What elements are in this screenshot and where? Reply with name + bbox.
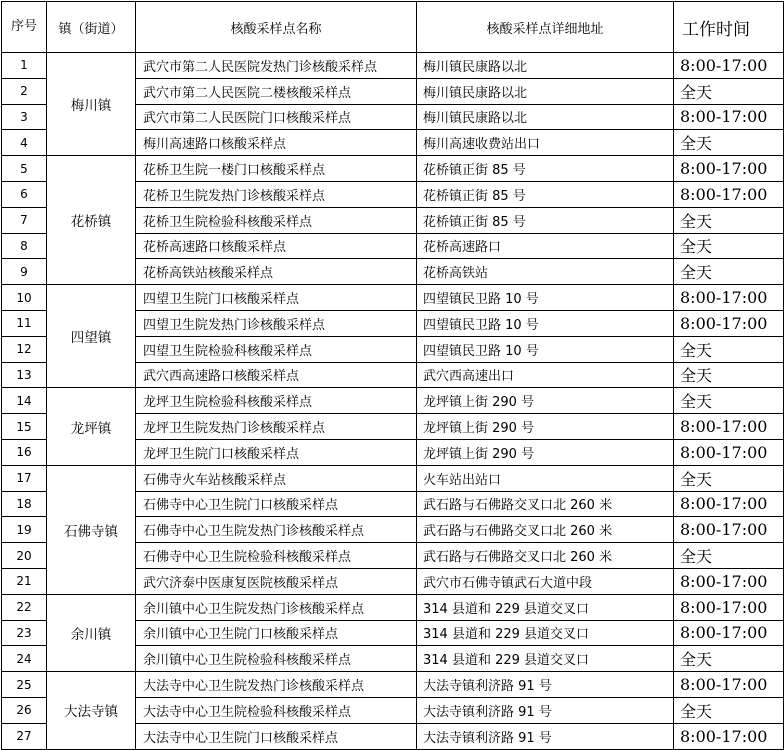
work-time: 全天 xyxy=(674,646,784,672)
site-address: 梅川高速收费站出口 xyxy=(417,130,674,156)
table-body xyxy=(2,53,784,750)
site-name: 石佛寺中心卫生院门口核酸采样点 xyxy=(136,491,417,517)
site-address: 花桥高速路口 xyxy=(417,233,674,259)
site-address: 梅川镇民康路以北 xyxy=(417,104,674,130)
row-seq: 23 xyxy=(2,620,47,646)
site-name: 余川镇中心卫生院门口核酸采样点 xyxy=(136,620,417,646)
site-name: 大法寺中心卫生院检验科核酸采样点 xyxy=(136,697,417,723)
town-cell: 石佛寺镇 xyxy=(47,465,136,594)
work-time: 8:00-17:00 xyxy=(674,414,784,440)
site-address: 大法寺镇利济路 91 号 xyxy=(417,697,674,723)
row-seq: 3 xyxy=(2,104,47,130)
site-address: 火车站出站口 xyxy=(417,465,674,491)
header-row xyxy=(2,2,784,53)
work-time: 8:00-17:00 xyxy=(674,620,784,646)
work-time: 8:00-17:00 xyxy=(674,568,784,594)
site-name: 花桥卫生院发热门诊核酸采样点 xyxy=(136,181,417,207)
table-row xyxy=(2,285,784,311)
site-address: 武石路与石佛路交叉口北 260 米 xyxy=(417,543,674,569)
site-name: 大法寺中心卫生院发热门诊核酸采样点 xyxy=(136,672,417,698)
row-seq: 8 xyxy=(2,233,47,259)
row-seq: 24 xyxy=(2,646,47,672)
work-time: 8:00-17:00 xyxy=(674,594,784,620)
site-name: 四望卫生院门口核酸采样点 xyxy=(136,285,417,311)
site-address: 花桥镇正街 85 号 xyxy=(417,207,674,233)
site-name: 武穴济泰中医康复医院核酸采样点 xyxy=(136,568,417,594)
site-address: 武穴市石佛寺镇武石大道中段 xyxy=(417,568,674,594)
table-row xyxy=(2,156,784,182)
row-seq: 26 xyxy=(2,697,47,723)
site-address: 梅川镇民康路以北 xyxy=(417,53,674,79)
site-address: 四望镇民卫路 10 号 xyxy=(417,285,674,311)
work-time: 全天 xyxy=(674,259,784,285)
work-time: 全天 xyxy=(674,465,784,491)
site-name: 大法寺中心卫生院门口核酸采样点 xyxy=(136,723,417,749)
town-cell: 龙坪镇 xyxy=(47,388,136,465)
site-address: 四望镇民卫路 10 号 xyxy=(417,310,674,336)
row-seq: 5 xyxy=(2,156,47,182)
table-row xyxy=(2,672,784,698)
row-seq: 7 xyxy=(2,207,47,233)
table-row xyxy=(2,53,784,79)
row-seq: 11 xyxy=(2,310,47,336)
row-seq: 22 xyxy=(2,594,47,620)
site-address: 314 县道和 229 县道交叉口 xyxy=(417,620,674,646)
work-time: 8:00-17:00 xyxy=(674,672,784,698)
town-cell: 花桥镇 xyxy=(47,156,136,285)
site-name: 四望卫生院发热门诊核酸采样点 xyxy=(136,310,417,336)
work-time: 全天 xyxy=(674,207,784,233)
header-seq: 序号 xyxy=(2,2,47,53)
table-row xyxy=(2,465,784,491)
site-name: 花桥卫生院检验科核酸采样点 xyxy=(136,207,417,233)
work-time: 全天 xyxy=(674,388,784,414)
table-row xyxy=(2,594,784,620)
work-time: 8:00-17:00 xyxy=(674,285,784,311)
site-address: 花桥镇正街 85 号 xyxy=(417,156,674,182)
site-address: 武石路与石佛路交叉口北 260 米 xyxy=(417,491,674,517)
site-name: 武穴市第二人民医院发热门诊核酸采样点 xyxy=(136,53,417,79)
site-address: 武穴西高速出口 xyxy=(417,362,674,388)
row-seq: 21 xyxy=(2,568,47,594)
site-name: 梅川高速路口核酸采样点 xyxy=(136,130,417,156)
work-time: 8:00-17:00 xyxy=(674,439,784,465)
site-name: 花桥卫生院一楼门口核酸采样点 xyxy=(136,156,417,182)
site-address: 四望镇民卫路 10 号 xyxy=(417,336,674,362)
work-time: 全天 xyxy=(674,543,784,569)
row-seq: 15 xyxy=(2,414,47,440)
row-seq: 14 xyxy=(2,388,47,414)
work-time: 全天 xyxy=(674,336,784,362)
row-seq: 2 xyxy=(2,78,47,104)
row-seq: 19 xyxy=(2,517,47,543)
row-seq: 6 xyxy=(2,181,47,207)
town-cell: 余川镇 xyxy=(47,594,136,671)
site-address: 武石路与石佛路交叉口北 260 米 xyxy=(417,517,674,543)
site-name: 石佛寺中心卫生院发热门诊核酸采样点 xyxy=(136,517,417,543)
header-address: 核酸采样点详细地址 xyxy=(417,2,674,53)
header-name: 核酸采样点名称 xyxy=(136,2,417,53)
work-time: 全天 xyxy=(674,78,784,104)
header-time: 工作时间 xyxy=(674,2,784,53)
site-name: 花桥高速路口核酸采样点 xyxy=(136,233,417,259)
site-address: 大法寺镇利济路 91 号 xyxy=(417,723,674,749)
row-seq: 16 xyxy=(2,439,47,465)
header-town: 镇（街道） xyxy=(47,2,136,53)
town-cell: 大法寺镇 xyxy=(47,672,136,749)
table-row xyxy=(2,388,784,414)
site-address: 龙坪镇上街 290 号 xyxy=(417,439,674,465)
site-name: 石佛寺火车站核酸采样点 xyxy=(136,465,417,491)
row-seq: 20 xyxy=(2,543,47,569)
site-address: 花桥高铁站 xyxy=(417,259,674,285)
work-time: 全天 xyxy=(674,130,784,156)
site-name: 余川镇中心卫生院发热门诊核酸采样点 xyxy=(136,594,417,620)
row-seq: 13 xyxy=(2,362,47,388)
site-name: 龙坪卫生院门口核酸采样点 xyxy=(136,439,417,465)
row-seq: 4 xyxy=(2,130,47,156)
site-name: 石佛寺中心卫生院检验科核酸采样点 xyxy=(136,543,417,569)
row-seq: 10 xyxy=(2,285,47,311)
row-seq: 9 xyxy=(2,259,47,285)
work-time: 8:00-17:00 xyxy=(674,156,784,182)
work-time: 8:00-17:00 xyxy=(674,181,784,207)
row-seq: 27 xyxy=(2,723,47,749)
site-address: 大法寺镇利济路 91 号 xyxy=(417,672,674,698)
site-name: 余川镇中心卫生院检验科核酸采样点 xyxy=(136,646,417,672)
town-cell: 梅川镇 xyxy=(47,53,136,156)
site-address: 314 县道和 229 县道交叉口 xyxy=(417,646,674,672)
row-seq: 1 xyxy=(2,53,47,79)
town-cell: 四望镇 xyxy=(47,285,136,388)
site-name: 龙坪卫生院检验科核酸采样点 xyxy=(136,388,417,414)
row-seq: 12 xyxy=(2,336,47,362)
work-time: 8:00-17:00 xyxy=(674,310,784,336)
site-address: 龙坪镇上街 290 号 xyxy=(417,414,674,440)
site-address: 花桥镇正街 85 号 xyxy=(417,181,674,207)
row-seq: 25 xyxy=(2,672,47,698)
site-name: 武穴西高速路口核酸采样点 xyxy=(136,362,417,388)
work-time: 8:00-17:00 xyxy=(674,491,784,517)
row-seq: 18 xyxy=(2,491,47,517)
work-time: 全天 xyxy=(674,233,784,259)
site-name: 花桥高铁站核酸采样点 xyxy=(136,259,417,285)
site-address: 龙坪镇上街 290 号 xyxy=(417,388,674,414)
work-time: 8:00-17:00 xyxy=(674,723,784,749)
work-time: 全天 xyxy=(674,697,784,723)
site-name: 武穴市第二人民医院门口核酸采样点 xyxy=(136,104,417,130)
site-address: 314 县道和 229 县道交叉口 xyxy=(417,594,674,620)
work-time: 8:00-17:00 xyxy=(674,104,784,130)
row-seq: 17 xyxy=(2,465,47,491)
site-name: 四望卫生院检验科核酸采样点 xyxy=(136,336,417,362)
site-name: 武穴市第二人民医院二楼核酸采样点 xyxy=(136,78,417,104)
work-time: 8:00-17:00 xyxy=(674,517,784,543)
sampling-sites-table xyxy=(1,1,784,750)
site-name: 龙坪卫生院发热门诊核酸采样点 xyxy=(136,414,417,440)
work-time: 全天 xyxy=(674,362,784,388)
work-time: 8:00-17:00 xyxy=(674,53,784,79)
site-address: 梅川镇民康路以北 xyxy=(417,78,674,104)
